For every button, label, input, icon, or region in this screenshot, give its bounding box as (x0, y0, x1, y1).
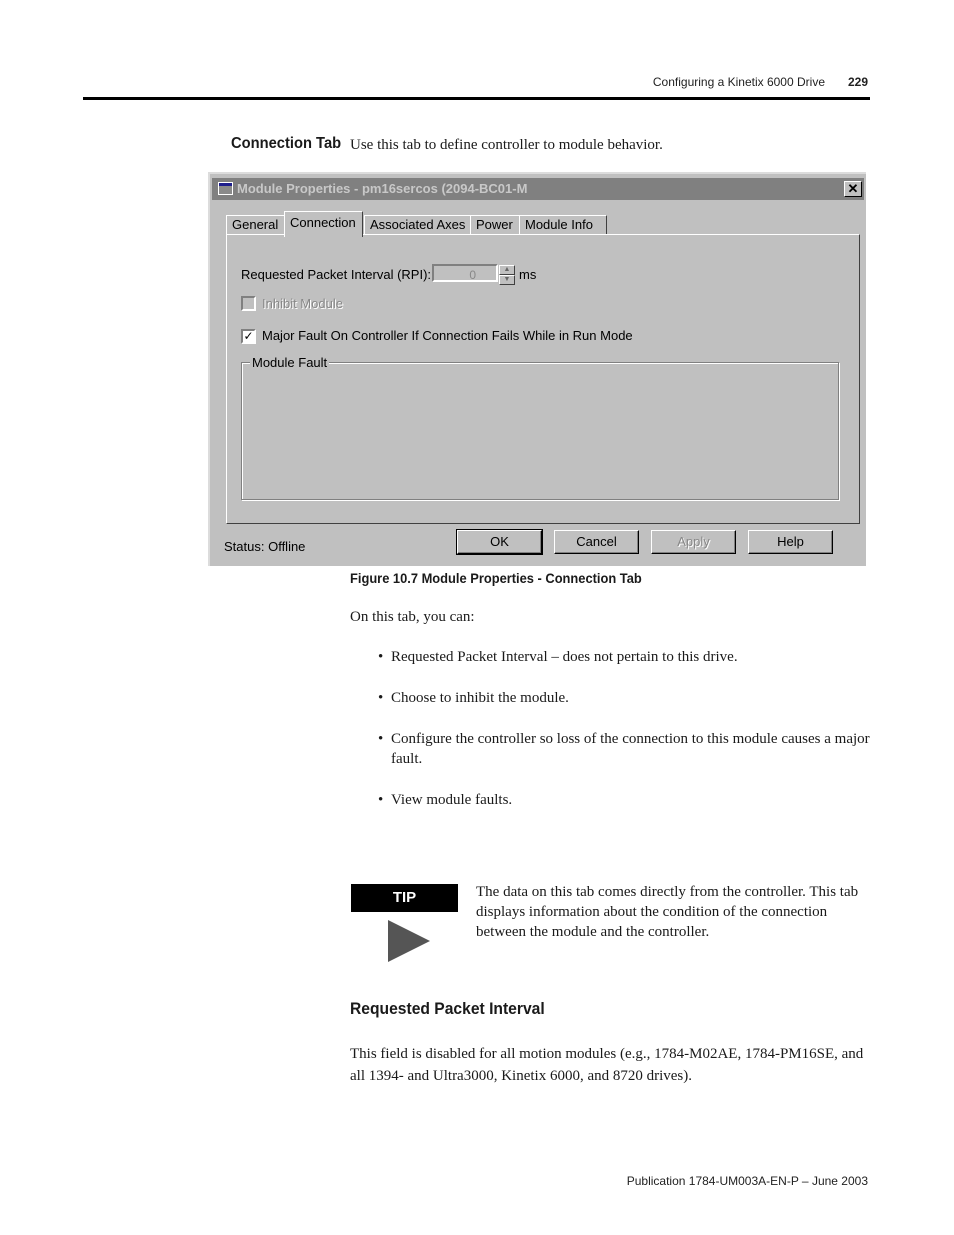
rpi-unit: ms (519, 267, 537, 282)
major-fault-checkbox[interactable] (241, 329, 256, 344)
module-properties-dialog (208, 172, 866, 566)
dialog-title: Module Properties - pm16sercos (2094-BC01-M (237, 181, 528, 196)
window-icon (218, 182, 233, 195)
dialog-titlebar[interactable] (212, 178, 864, 200)
tab-label: Module Info (525, 217, 593, 232)
section-side-heading: Connection Tab (231, 135, 342, 152)
spin-down-icon[interactable]: ▼ (499, 275, 515, 285)
apply-button[interactable]: Apply (651, 530, 736, 554)
list-item: • Configure the controller so loss of the connection to this module causes a major fault. (378, 729, 873, 769)
section-intro: Use this tab to define controller to module behavior. (350, 137, 663, 153)
list-item: • Requested Packet Interval – does not pertain to this drive. (378, 647, 873, 667)
tab-label: General (232, 217, 279, 232)
checkmark-icon: ✓ (243, 329, 254, 343)
tab-connection[interactable] (284, 211, 363, 237)
status-text: Status: Offline (224, 539, 306, 554)
inhibit-module-checkbox[interactable] (241, 296, 256, 311)
connection-tab-panel (226, 234, 860, 524)
tab-general[interactable] (226, 215, 289, 235)
rpi-label: Requested Packet Interval (RPI): (241, 267, 432, 282)
ok-button[interactable]: OK (457, 530, 542, 554)
module-fault-group (241, 355, 839, 500)
spin-up-icon[interactable]: ▲ (499, 265, 515, 275)
rpi-input[interactable]: 0 (432, 264, 498, 282)
page-number: 229 (847, 75, 868, 89)
tab-label: Power (476, 217, 513, 232)
cancel-button[interactable]: Cancel (554, 530, 639, 554)
bullet-list (378, 647, 873, 831)
tab-associated-axes[interactable] (364, 215, 473, 235)
list-item: • View module faults. (378, 790, 873, 810)
publication-footer: Publication 1784-UM003A-EN-P – June 2003 (626, 1174, 868, 1188)
tab-module-info[interactable] (519, 215, 607, 235)
tab-label: Associated Axes (370, 217, 466, 232)
header-rule (83, 97, 870, 100)
tip-badge: TIP (351, 884, 458, 912)
tab-power[interactable] (470, 215, 522, 235)
inhibit-module-label: Inhibit Module (262, 296, 343, 311)
figure-caption: Figure 10.7 Module Properties - Connection Tab (350, 570, 642, 586)
major-fault-label: Major Fault On Controller If Connection Fails While in Run Mode (262, 328, 633, 343)
subsection-heading: Requested Packet Interval (350, 999, 545, 1018)
module-fault-label: Module Fault (252, 355, 328, 370)
tab-label: Connection (290, 215, 356, 230)
help-button[interactable]: Help (748, 530, 833, 554)
rpi-spinner[interactable] (499, 265, 515, 283)
list-item: • Choose to inhibit the module. (378, 688, 873, 708)
close-button[interactable]: ✕ (844, 181, 862, 197)
tip-text: The data on this tab comes directly from the controller. This tab displays information about the condition of the connection between the module and the controller. (476, 884, 859, 940)
lead-text: On this tab, you can: (350, 609, 475, 625)
play-arrow-icon (388, 920, 430, 962)
running-header-title: Configuring a Kinetix 6000 Drive (652, 75, 825, 89)
subsection-body: This field is disabled for all motion modules (e.g., 1784-M02AE, 1784-PM16SE, and all 1394- and Ultra3000, Kinetix 6000, and 8720 drives). (350, 1046, 864, 1084)
